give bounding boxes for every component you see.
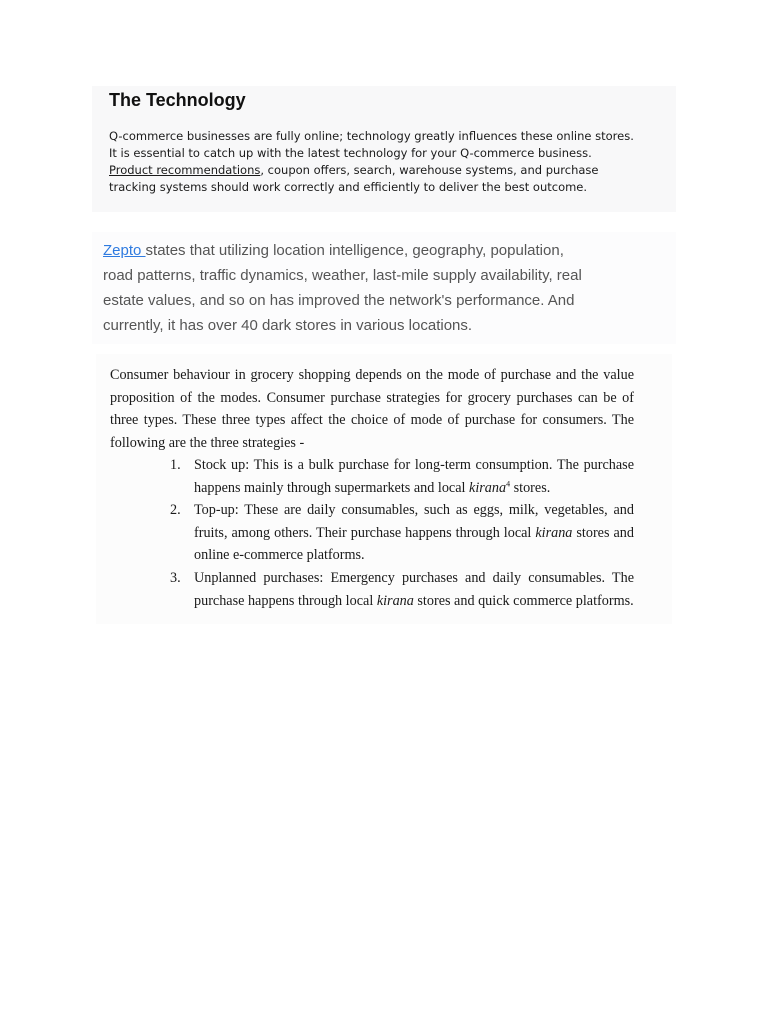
list-text: Stock up: This is a bulk purchase for long-term consumption. The purchase happens mainly through supermarkets and local: [194, 457, 634, 496]
list-text-end: stores and online e-commerce platforms.: [194, 524, 634, 564]
section-title: The Technology: [109, 90, 246, 110]
kirana-term: kirana: [469, 479, 507, 496]
footnote-ref[interactable]: 4: [506, 478, 511, 488]
paragraph-text-end: , coupon offers, search, warehouse systems, and purchase tracking systems should work correctly and efficiently to deliver the best outcome.: [109, 163, 599, 194]
zepto-text: states that utilizing location intelligence, geography, population, road patterns, traffic dynamics, weather, last-mile supply availability, real estate values, and so on has improved the network's performance. And currently, it has over 40 dark stores in various locations.: [103, 242, 582, 334]
list-number: 1.: [170, 457, 181, 473]
zepto-paragraph: [103, 238, 583, 338]
zepto-section: [92, 232, 676, 344]
consumer-behaviour-section: [96, 354, 672, 624]
kirana-term: kirana: [535, 524, 573, 541]
product-recommendations-link[interactable]: Product recommendations: [109, 163, 261, 177]
list-number: 2.: [170, 502, 181, 519]
zepto-link[interactable]: Zepto: [103, 242, 146, 259]
list-number: 3.: [170, 569, 181, 586]
list-item: [170, 454, 634, 499]
consumer-behaviour-paragraph: Consumer behaviour in grocery shopping depends on the mode of purchase and the value proposition of the modes. Consumer purchase strategies for grocery purchases can be of three types. These three types affect the choice of mode of purchase for consumers. The following are the three strategies -: [110, 367, 634, 451]
paragraph-text-start: Q-commerce businesses are fully online; technology greatly influences these online stores. It is essential to catch up with the latest technology for your Q-commerce business.: [109, 129, 634, 160]
strategies-list: [170, 454, 634, 612]
list-text-end: stores and quick commerce platforms.: [413, 592, 634, 609]
list-text: Top-up: These are daily consumables, such as eggs, milk, vegetables, and fruits, among others. Their purchase happens through local: [194, 502, 634, 541]
list-item: [170, 567, 634, 612]
kirana-term: kirana: [376, 592, 414, 609]
list-text: Unplanned purchases: Emergency purchases and daily consumables. The purchase happens through local: [194, 569, 634, 609]
technology-paragraph: [109, 128, 639, 196]
list-text-end: stores.: [510, 479, 551, 496]
list-item: [170, 499, 634, 567]
technology-section: [92, 86, 676, 212]
